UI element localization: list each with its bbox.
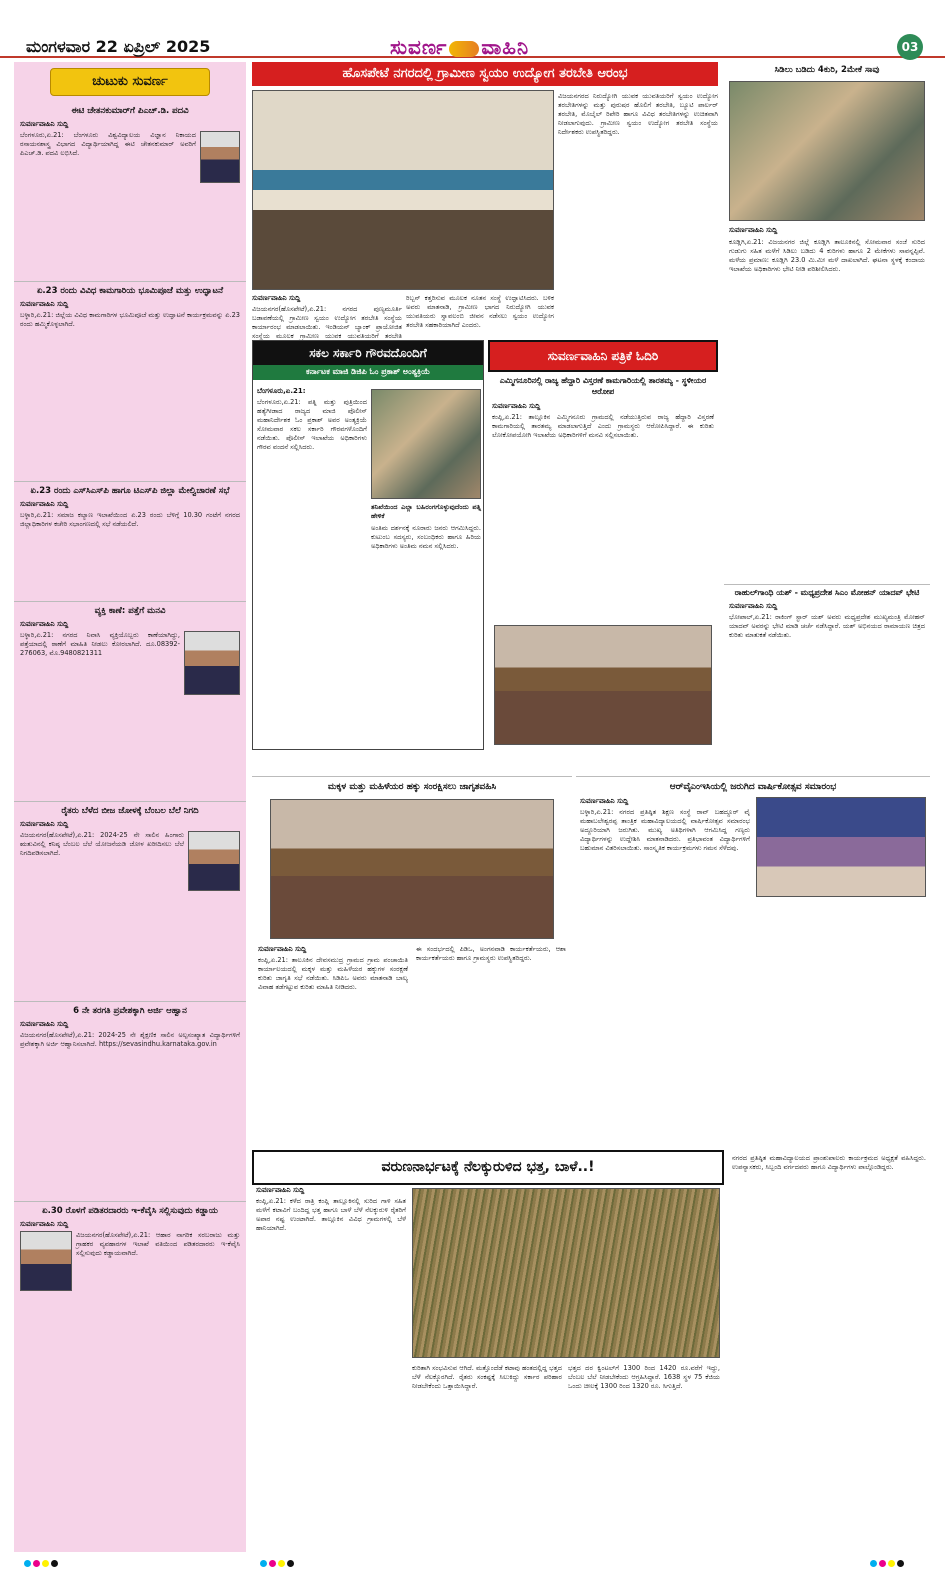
- rights-awareness-story: [252, 776, 572, 1146]
- page-number-badge: 03: [897, 34, 923, 60]
- story-title: ಆರ್‌ವೈಎಂಇಸಿಯಲ್ಲಿ ಜರುಗಿದ ವಾರ್ಷಿಕೋತ್ಸವ ಸಮಾರಂಭ: [669, 782, 837, 792]
- missing-person-photo: [184, 631, 240, 695]
- story-byline: ಸುವರ್ಣವಾಹಿನಿ ಸುದ್ದಿ: [729, 226, 778, 235]
- story-byline: ಸುವರ್ಣವಾಹಿನಿ ಸುದ್ದಿ: [729, 601, 778, 610]
- story-title: ಏ.23 ರಂದು ಎಸ್‌ಸಿಎಸ್‌ಪಿ ಹಾಗೂ ಟಿಎಸ್‌ಪಿ ಜಿಲ್ಲಾ ಮೇಲ್ವಿಚಾರಣೆ ಸಭೆ: [30, 485, 230, 496]
- story-title: ಮಕ್ಕಳ ಮತ್ತು ಮಹಿಳೆಯರ ಹಕ್ಕು ಸಂರಕ್ಷಿಸಲು ಜಾಗೃತವಹಿಸಿ: [327, 782, 497, 792]
- yash-story: [724, 584, 930, 774]
- page-header: [0, 0, 945, 58]
- flattened-crop-photo: [412, 1188, 720, 1358]
- story-byline: ಬೆಂಗಳೂರು,ಏ.21:: [257, 387, 306, 395]
- meeting-photo: [270, 799, 554, 939]
- left-story-5: [14, 802, 246, 1002]
- story-byline: ಸುವರ್ಣವಾಹಿನಿ ಸುದ್ದಿ: [20, 620, 69, 629]
- dead-sheep-photo: [729, 81, 925, 221]
- rain-col2: [412, 1364, 562, 1544]
- story-title: ಎಮ್ಮಿಗನೂರಿನಲ್ಲಿ ರಾಜ್ಯ ಹೆದ್ದಾರಿ ವಿಸ್ತರಣೆ ಕಾಮಗಾರಿಯಲ್ಲಿ ತಾರತಮ್ಯ - ಸ್ಥಳೀಯರ ಆರೋಪ: [499, 376, 707, 396]
- subscribe-banner: ಸುವರ್ಣವಾಹಿನಿ ಪತ್ರಿಕೆ ಓದಿರಿ: [488, 340, 718, 372]
- story-byline: ಸುವರ್ಣವಾಹಿನಿ ಸುದ್ದಿ: [492, 401, 541, 410]
- story-title: ರೈತರು ಬೆಳೆದ ಬೀಜ ಜೋಳಕ್ಕೆ ಬೆಂಬಲ ಬೆಲೆ ನಿಗದಿ: [61, 805, 199, 816]
- left-story-4: [14, 602, 246, 802]
- story-text: ಬಳ್ಳಾರಿ,ಏ.21: ಜಿಲ್ಲೆಯ ವಿವಿಧ ಕಾಮಗಾರಿಗಳ ಭೂಮಿಪೂಜೆ ಮತ್ತು ಉದ್ಘಾಟನೆ ಕಾರ್ಯಕ್ರಮವನ್ನು ಏ.23 ರಂದು ಹಮ್ಮಿಕೊಳ್ಳಲಾಗಿದೆ.: [20, 311, 240, 329]
- left-story-2: [14, 282, 246, 482]
- top-story-col3: [558, 92, 718, 332]
- masthead-left: ಸುವರ್ಣ: [390, 35, 448, 59]
- highway-story: [488, 340, 718, 750]
- top-story-col2: [406, 294, 554, 338]
- story-byline: ಸುವರ್ಣವಾಹಿನಿ ಸುದ್ದಿ: [252, 294, 301, 302]
- story-title: 6 ನೇ ತರಗತಿ ಪ್ರವೇಶಕ್ಕಾಗಿ ಅರ್ಜಿ ಆಹ್ವಾನ: [73, 1005, 187, 1016]
- story-byline: ಸುವರ್ಣವಾಹಿನಿ ಸುದ್ದಿ: [20, 300, 69, 309]
- story-text: ಕುರಿತಾಗಿ ಸಂಭವಿಸುವ ಆಗಿದೆ. ಮತ್ತೊಂದೆಡೆ ಕಟಾವು ಹಂತದಲ್ಲಿದ್ದ ಭತ್ತದ ಬೆಳೆ ನೆಲಕ್ಕೊರಗಿದೆ. ರೈತರು ಸಂಕಷ್ಟಕ್ಕೆ ಸಿಲುಕಿದ್ದು ಸರ್ಕಾರ ಪರಿಹಾರ ನೀಡಬೇಕೆಂದು ಒತ್ತಾಯಿಸಿದ್ದಾರೆ.: [412, 1364, 562, 1390]
- left-story-7: [14, 1202, 246, 1382]
- story-byline: ಸುವರ್ಣವಾಹಿನಿ ಸುದ್ದಿ: [256, 1186, 305, 1194]
- story-text: ಬೆಂಗಳೂರು,ಏ.21: ಬೆಂಗಳೂರು ವಿಶ್ವವಿದ್ಯಾಲಯ ವಿಜ್ಞಾನ ನಿಕಾಯದ ರಸಾಯನಶಾಸ್ತ್ರ ವಿಭಾಗದ ವಿದ್ಯಾರ್ಥಿಯಾಗಿದ್ದ ಈಟಿ ಚೇತನಕುಮಾರ್ ಅವರಿಗೆ ಪಿಎಚ್.ಡಿ. ಪದವಿ ಲಭಿಸಿದೆ.: [20, 131, 196, 158]
- official-photo: [20, 1231, 72, 1291]
- story-text: ಕೂಡ್ಲಿಗಿ,ಏ.21: ವಿಜಯನಗರ ಜಿಲ್ಲೆ ಕೂಡ್ಲಿಗಿ ತಾಲೂಕಿನಲ್ಲಿ ಸೋಮವಾರ ಸಂಜೆ ಸುರಿದ ಗುಡುಗು ಸಹಿತ ಮಳೆಗೆ ಸಿಡಿಲು ಬಡಿದು 4 ಕುರಿಗಳು ಹಾಗೂ 2 ಮೇಕೆಗಳು ಸಾವನ್ನಪ್ಪಿವೆ. ಮಳೆಯ ಪ್ರಮಾಣ: ಕೂಡ್ಲಿಗಿ 23.0 ಮಿ.ಮೀ ಮಳೆ ದಾಖಲಾಗಿದೆ. ಘಟನಾ ಸ್ಥಳಕ್ಕೆ ಕಂದಾಯ ಇಲಾಖೆಯ ಅಧಿಕಾರಿಗಳು ಭೇಟಿ ನೀಡಿ ಪರಿಶೀಲಿಸಿದರು.: [729, 237, 925, 273]
- college-event-continued: [728, 1150, 930, 1550]
- left-section-title: ಚುಟುಕು ಸುವರ್ಣ: [50, 68, 210, 96]
- story-text: ಬಳ್ಳಾರಿ,ಏ.21: ನಗರದ ಪ್ರತಿಷ್ಠಿತ ಶಿಕ್ಷಣ ಸಂಸ್ಥೆ ರಾವ್ ಬಹದ್ದೂರ್ ವೈ ಮಹಾಬಲೇಶ್ವರಪ್ಪ ತಾಂತ್ರಿಕ ಮಹಾವಿದ್ಯಾಲಯದಲ್ಲಿ ವಾರ್ಷಿಕೋತ್ಸವ ಸಮಾರಂಭ ಅದ್ದೂರಿಯಾಗಿ ಜರುಗಿತು. ಮುಖ್ಯ ಅತಿಥಿಗಳಾಗಿ ಆಗಮಿಸಿದ್ದ ಗಣ್ಯರು ವಿದ್ಯಾರ್ಥಿಗಳನ್ನು ಉದ್ದೇಶಿಸಿ ಮಾತನಾಡಿದರು. ಪ್ರತಿಭಾವಂತ ವಿದ್ಯಾರ್ಥಿಗಳಿಗೆ ಬಹುಮಾನ ವಿತರಿಸಲಾಯಿತು. ಸಾಂಸ್ಕೃತಿಕ ಕಾರ್ಯಕ್ರಮಗಳು ಗಮನ ಸೆಳೆದವು.: [580, 808, 750, 852]
- memorandum-photo: [494, 625, 712, 745]
- story-text: ವಿಜಯನಗರ(ಹೊಸಪೇಟೆ),ಏ.21: 2024-25 ನೇ ಸಾಲಿನ ಹಿಂಗಾರು ಋತುವಿನಲ್ಲಿ ಕನಿಷ್ಠ ಬೆಂಬಲ ಬೆಲೆ ಯೋಜನೆಯಡಿ ಜೋಳ ಖರೀದಿಸಲು ಬೆಲೆ ನಿಗದಿಪಡಿಸಲಾಗಿದೆ.: [20, 831, 184, 858]
- ribbon-cutting-photo: [252, 90, 554, 290]
- masthead-right: ವಾಹಿನಿ: [481, 35, 530, 59]
- story-text: ಬೆಂಗಳೂರು,ಏ.21: ಪತ್ನಿ ಮತ್ತು ಪುತ್ರಿಯಿಂದ ಹತ್ಯೆಗೀಡಾದ ರಾಜ್ಯದ ಮಾಜಿ ಪೊಲೀಸ್ ಮಹಾನಿರ್ದೇಶಕ ಓಂ ಪ್ರಕಾಶ್ ಅವರ ಅಂತ್ಯಕ್ರಿಯೆ ಸೋಮವಾರ ಸಕಲ ಸರ್ಕಾರಿ ಗೌರವಗಳೊಂದಿಗೆ ನಡೆಯಿತು. ಪೊಲೀಸ್ ಇಲಾಖೆಯ ಅಧಿಕಾರಿಗಳು ಗೌರವ ವಂದನೆ ಸಲ್ಲಿಸಿದರು.: [257, 398, 367, 451]
- funeral-photo: [371, 389, 481, 499]
- story-title: ವ್ಯಕ್ತಿ ಕಾಣೆ: ಪತ್ತೆಗೆ ಮನವಿ: [94, 605, 166, 616]
- story-text: ಕಂಪ್ಲಿ,ಏ.21: ತಾಲ್ಲೂಕಿನ ಎಮ್ಮಿಗನೂರು ಗ್ರಾಮದಲ್ಲಿ ನಡೆಯುತ್ತಿರುವ ರಾಜ್ಯ ಹೆದ್ದಾರಿ ವಿಸ್ತರಣೆ ಕಾಮಗಾರಿಯಲ್ಲಿ ತಾರತಮ್ಯ ಮಾಡಲಾಗುತ್ತಿದೆ ಎಂದು ಗ್ರಾಮಸ್ಥರು ಆರೋಪಿಸಿದ್ದಾರೆ. ಈ ಕುರಿತು ಲೋಕೋಪಯೋಗಿ ಇಲಾಖೆಯ ಅಧಿಕಾರಿಗಳಿಗೆ ಮನವಿ ಸಲ್ಲಿಸಲಾಯಿತು.: [492, 413, 714, 439]
- story-title: ಸಿಡಿಲು ಬಡಿದು 4ಕುರಿ, 2ಮೇಕೆ ಸಾವು: [774, 65, 880, 75]
- masthead: [390, 34, 529, 61]
- story-text: ಭೋಪಾಲ್,ಏ.21: ರಾಕಿಂಗ್ ಸ್ಟಾರ್ ಯಶ್ ಅವರು ಮಧ್ಯಪ್ರದೇಶ ಮುಖ್ಯಮಂತ್ರಿ ಮೋಹನ್ ಯಾದವ್ ಅವರನ್ನು ಭೇಟಿ ಮಾಡಿ ಚರ್ಚೆ ನಡೆಸಿದ್ದಾರೆ. ಯಶ್ ಅಭಿನಯದ ರಾಮಾಯಣ ಚಿತ್ರದ ಕುರಿತು ಮಾತುಕತೆ ನಡೆಯಿತು.: [729, 613, 925, 640]
- story-byline: ಸುವರ್ಣವಾಹಿನಿ ಸುದ್ದಿ: [20, 1220, 69, 1229]
- box-title: ಸಕಲ ಸರ್ಕಾರಿ ಗೌರವದೊಂದಿಗೆ: [253, 341, 483, 365]
- story-text: ನಗರದ ಪ್ರತಿಷ್ಠಿತ ಮಹಾವಿದ್ಯಾಲಯದ ಪ್ರಾಂಶುಪಾಲರು ಕಾರ್ಯಕ್ರಮದ ಅಧ್ಯಕ್ಷತೆ ವಹಿಸಿದ್ದರು. ಉಪನ್ಯಾಸಕರು, ಸಿಬ್ಬಂದಿ ವರ್ಗದವರು ಹಾಗೂ ವಿದ್ಯಾರ್ಥಿಗಳು ಪಾಲ್ಗೊಂಡಿದ್ದರು.: [732, 1154, 926, 1171]
- story-text: ಬಳ್ಳಾರಿ,ಏ.21: ನಗರದ ನಿವಾಸಿ ವ್ಯಕ್ತಿಯೊಬ್ಬರು ಕಾಣೆಯಾಗಿದ್ದು, ಪತ್ತೆಯಾದಲ್ಲಿ ಠಾಣೆಗೆ ಮಾಹಿತಿ ನೀಡಲು ಕೋರಲಾಗಿದೆ. ದೂ.08392-276063, ಮೊ.9480821311: [20, 631, 180, 658]
- rain-col3: [568, 1364, 720, 1544]
- right-top-story: [724, 62, 930, 580]
- story-title: ಏ.23 ರಂದು ವಿವಿಧ ಕಾಮಗಾರಿಯ ಭೂಮಿಪೂಜೆ ಮತ್ತು ಉದ್ಘಾಟನೆ: [36, 285, 224, 296]
- story-byline: ಸುವರ್ಣವಾಹಿನಿ ಸುದ್ದಿ: [20, 820, 69, 829]
- rain-col1: [256, 1186, 406, 1546]
- story-title: ರಾಹುಲ್‌ಗಾಂಧಿ ಯಶ್ - ಮಧ್ಯಪ್ರದೇಶ ಸಿಎಂ ಮೋಹನ್ ಯಾದವ್ ಭೇಟಿ: [734, 588, 920, 597]
- box-col1: [257, 387, 367, 747]
- story-text: ರಿಬ್ಬನ್ ಕತ್ತರಿಸುವ ಮೂಲಕ ನೂತನ ಸಂಸ್ಥೆ ಉದ್ಘಾಟಿಸಿದರು. ಬಳಿಕ ಅವರು ಮಾತನಾಡಿ, ಗ್ರಾಮೀಣ ಭಾಗದ ನಿರುದ್ಯೋಗಿ ಯುವಕ ಯುವತಿಯರು ಸ್ವಾವಲಂಬಿ ಜೀವನ ನಡೆಸಲು ಸ್ವಯಂ ಉದ್ಯೋಗ ತರಬೇತಿ ಸಹಕಾರಿಯಾಗಿದೆ ಎಂದರು.: [406, 294, 554, 329]
- story-title: ಏ.30 ರೊಳಗೆ ಪಡಿತರದಾರರು ಇ-ಕೆವೈಸಿ ಸಲ್ಲಿಸುವುದು ಕಡ್ಡಾಯ: [42, 1205, 218, 1216]
- bottom-headline: ವರುಣನಾರ್ಭಟಕ್ಕೆ ನೆಲಕ್ಕುರುಳಿದ ಭತ್ತ, ಬಾಳೆ..!: [252, 1150, 724, 1185]
- registration-marks-center: [260, 1560, 320, 1568]
- rights-col2: [416, 945, 566, 1145]
- story-photo: [200, 131, 240, 183]
- story-text: ವಿಜಯನಗರ(ಹೊಸಪೇಟೆ),ಏ.21: ಆಹಾರ ನಾಗರಿಕ ಸರಬರಾಜು ಮತ್ತು ಗ್ರಾಹಕರ ವ್ಯವಹಾರಗಳ ಇಲಾಖೆ ವತಿಯಿಂದ ಪಡಿತರದಾರರು ಇ-ಕೆವೈಸಿ ಸಲ್ಲಿಸುವುದು ಕಡ್ಡಾಯವಾಗಿದೆ.: [76, 1231, 240, 1258]
- story-text: ವಿಜಯನಗರದ ನಿರುದ್ಯೋಗಿ ಯುವಕ ಯುವತಿಯರಿಗೆ ಸ್ವಯಂ ಉದ್ಯೋಗ ತರಬೇತಿಗಳನ್ನು ಮತ್ತು ಪುರುಷರ ಹೊಲಿಗೆ ತರಬೇತಿ, ಬ್ಯೂಟಿ ಪಾರ್ಲರ್ ತರಬೇತಿ, ಮೊಬೈಲ್ ರಿಪೇರಿ ಹಾಗೂ ವಿವಿಧ ತರಬೇತಿಗಳನ್ನು ಉಚಿತವಾಗಿ ನೀಡಲಾಗುವುದು. ಗ್ರಾಮೀಣ ಸ್ವಯಂ ಉದ್ಯೋಗ ತರಬೇತಿ ಸಂಸ್ಥೆಯ ನಿರ್ದೇಶಕರು ಉಪಸ್ಥಿತರಿದ್ದರು.: [558, 92, 718, 136]
- story-text: ಬಳ್ಳಾರಿ,ಏ.21: ಸಮಾಜ ಕಲ್ಯಾಣ ಇಲಾಖೆಯಿಂದ ಏ.23 ರಂದು ಬೆಳಿಗ್ಗೆ 10.30 ಗಂಟೆಗೆ ನಗರದ ಜಿಲ್ಲಾಧಿಕಾರಿಗಳ ಕಚೇರಿ ಸಭಾಂಗಣದಲ್ಲಿ ಸಭೆ ನಡೆಯಲಿದೆ.: [20, 511, 240, 529]
- rights-col1: [258, 945, 408, 1145]
- top-story: [252, 62, 718, 341]
- top-story-headline: ಹೊಸಪೇಟೆ ನಗರದಲ್ಲಿ ಗ್ರಾಮೀಣ ಸ್ವಯಂ ಉದ್ಯೋಗ ತರಬೇತಿ ಆರಂಭ: [252, 62, 718, 86]
- story-text: ಈ ಸಂದರ್ಭದಲ್ಲಿ ಪಿಡಿಒ, ಅಂಗನವಾಡಿ ಕಾರ್ಯಕರ್ತೆಯರು, ಆಶಾ ಕಾರ್ಯಕರ್ತೆಯರು ಹಾಗೂ ಗ್ರಾಮಸ್ಥರು ಉಪಸ್ಥಿತರಿದ್ದರು.: [416, 945, 566, 962]
- story-text: ಕಂಪ್ಲಿ,ಏ.21: ಕಳೆದ ರಾತ್ರಿ ಕಂಪ್ಲಿ ತಾಲ್ಲೂಕಿನಲ್ಲಿ ಸುರಿದ ಗಾಳಿ ಸಹಿತ ಮಳೆಗೆ ಕಟಾವಿಗೆ ಬಂದಿದ್ದ ಭತ್ತ ಹಾಗೂ ಬಾಳೆ ಬೆಳೆ ನೆಲಕ್ಕುರುಳಿ ರೈತರಿಗೆ ಅಪಾರ ನಷ್ಟ ಉಂಟಾಗಿದೆ. ತಾಲ್ಲೂಕಿನ ವಿವಿಧ ಗ್ರಾಮಗಳಲ್ಲಿ ಬೆಳೆ ಹಾನಿಯಾಗಿದೆ.: [256, 1197, 406, 1233]
- left-story-3: [14, 482, 246, 602]
- registration-marks-left: [24, 1560, 84, 1568]
- box-col2: [371, 503, 481, 743]
- anniversary-col1: [580, 797, 750, 1142]
- left-column: [14, 62, 246, 1552]
- funeral-box: [252, 340, 484, 750]
- left-story-1: [14, 102, 246, 282]
- official-photo: [188, 831, 240, 891]
- story-title: ಈಟಿ ಚೇತನಕುಮಾರ್‌ಗೆ ಪಿಎಚ್.ಡಿ. ಪದವಿ: [71, 105, 189, 116]
- box-subtitle: ಕರ್ನಾಟಕ ಮಾಜಿ ಡಿಜಿಪಿ ಓಂ ಪ್ರಕಾಶ್ ಅಂತ್ಯಕ್ರಿಯೆ: [253, 365, 483, 380]
- rain-damage-story: [252, 1150, 724, 1550]
- story-text: ವಿಜಯನಗರ(ಹೊಸಪೇಟೆ),ಏ.21: ನಗರದ ಪುಣ್ಯಮೂರ್ತಿ ಬಡಾವಣೆಯಲ್ಲಿ ಗ್ರಾಮೀಣ ಸ್ವಯಂ ಉದ್ಯೋಗ ತರಬೇತಿ ಸಂಸ್ಥೆಯ ಕಾರ್ಯಾರಂಭ ಮಾಡಲಾಯಿತು. ಇಂಡಿಯನ್ ಬ್ಯಾಂಕ್ ಪ್ರಾಯೋಜಿತ ಸಂಸ್ಥೆಯ ಮೂಲಕ ಗ್ರಾಮೀಣ ಯುವಕ ಯುವತಿಯರಿಗೆ ತರಬೇತಿ: [252, 305, 402, 341]
- story-text: ಭತ್ತದ ದರ ಕ್ವಿಂಟಲ್‌ಗೆ 1300 ರಿಂದ 1420 ರೂ.ವರೆಗೆ ಇದ್ದು, ಬೆಂಬಲ ಬೆಲೆ ನೀಡಬೇಕೆಂದು ಆಗ್ರಹಿಸಿದ್ದಾರೆ. 1638 ಸ್ಥಳ 75 ಕೆಜಿಯ ಒಂದು ಚೀಲಕ್ಕೆ 1300 ರಿಂದ 1320 ರೂ. ಸಿಗುತ್ತಿದೆ.: [568, 1364, 720, 1390]
- masthead-logo-icon: [449, 41, 479, 57]
- top-story-col1: [252, 294, 402, 341]
- photo-caption: ತನಿಖೆಯಿಂದ ಎಲ್ಲಾ ಬಹಿರಂಗಗೊಳ್ಳುವುದೆಂದು ಪತ್ನಿ ಹೇಳಿಕೆ: [371, 503, 481, 520]
- story-byline: ಸುವರ್ಣವಾಹಿನಿ ಸುದ್ದಿ: [20, 1020, 69, 1029]
- story-text: ಕಂಪ್ಲಿ,ಏ.21: ತಾಲೂಕಿನ ದೇವಸಮುದ್ರ ಗ್ರಾಮದ ಗ್ರಾಮ ಪಂಚಾಯಿತಿ ಕಾರ್ಯಾಲಯದಲ್ಲಿ ಮಕ್ಕಳ ಮತ್ತು ಮಹಿಳೆಯರ ಹಕ್ಕುಗಳ ಸಂರಕ್ಷಣೆ ಕುರಿತು ಜಾಗೃತಿ ಸಭೆ ನಡೆಯಿತು. ಸಿಡಿಪಿಒ ಅವರು ಮಾತನಾಡಿ ಬಾಲ್ಯ ವಿವಾಹ ತಡೆಗಟ್ಟುವ ಕುರಿತು ಮಾಹಿತಿ ನೀಡಿದರು.: [258, 956, 408, 992]
- stage-photo: [756, 797, 926, 897]
- anniversary-story: [576, 776, 930, 1146]
- story-byline: ಸುವರ್ಣವಾಹಿನಿ ಸುದ್ದಿ: [580, 797, 629, 805]
- issue-date: ಮಂಗಳವಾರ 22 ಏಪ್ರಿಲ್ 2025: [26, 37, 211, 56]
- story-text: ವಿಜಯನಗರ(ಹೊಸಪೇಟೆ),ಏ.21: 2024-25 ನೇ ಶೈಕ್ಷಣಿಕ ಸಾಲಿನ ಅಲ್ಪಸಂಖ್ಯಾತ ವಿದ್ಯಾರ್ಥಿಗಳಿಗೆ ಪ್ರವೇಶಕ್ಕಾಗಿ ಅರ್ಜಿ ಆಹ್ವಾನಿಸಲಾಗಿದೆ. https://sevasindhu.karnataka.gov.in: [20, 1031, 240, 1049]
- story-byline: ಸುವರ್ಣವಾಹಿನಿ ಸುದ್ದಿ: [20, 120, 69, 129]
- story-byline: ಸುವರ್ಣವಾಹಿನಿ ಸುದ್ದಿ: [258, 945, 307, 953]
- left-story-6: [14, 1002, 246, 1202]
- story-byline: ಸುವರ್ಣವಾಹಿನಿ ಸುದ್ದಿ: [20, 500, 69, 509]
- story-text: ಅಂತಿಮ ದರ್ಶನಕ್ಕೆ ನೂರಾರು ಜನರು ಆಗಮಿಸಿದ್ದರು. ಕುಟುಂಬ ಸದಸ್ಯರು, ಸಂಬಂಧಿಕರು ಹಾಗೂ ಹಿರಿಯ ಅಧಿಕಾರಿಗಳು ಅಂತಿಮ ನಮನ ಸಲ್ಲಿಸಿದರು.: [371, 523, 481, 550]
- registration-marks-right: [870, 1560, 930, 1568]
